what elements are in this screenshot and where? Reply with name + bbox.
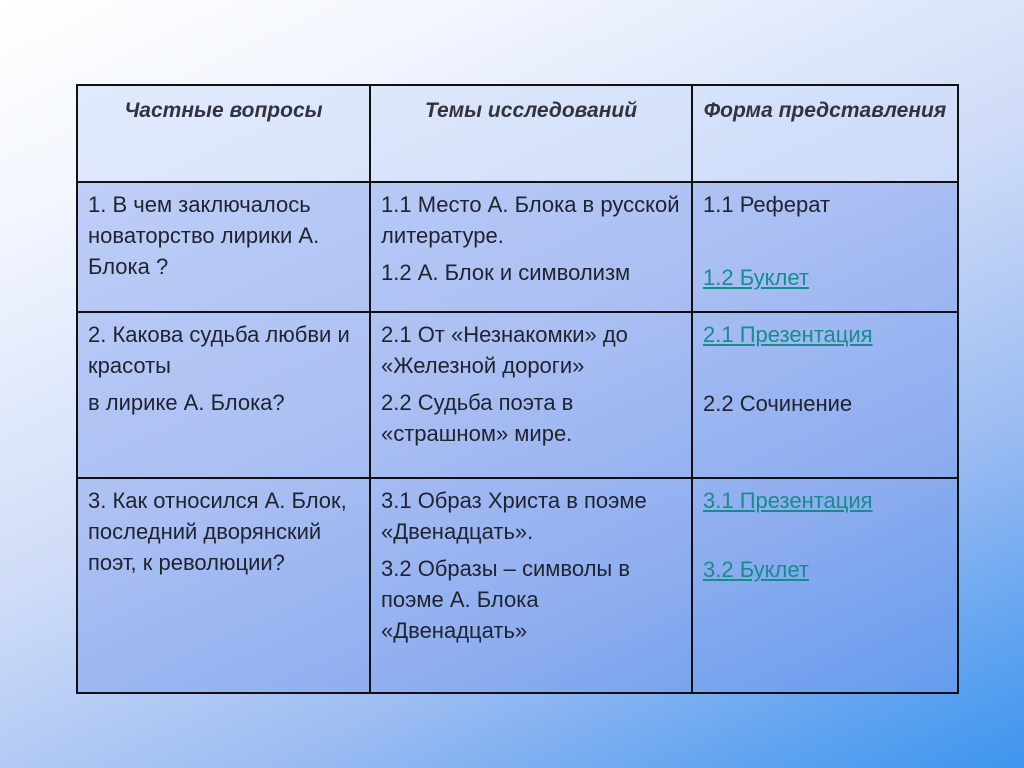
question-cell [77, 182, 370, 312]
question-cell [77, 478, 370, 693]
header-presentation-form: Форма представления [692, 85, 958, 182]
forms-cell [692, 478, 958, 693]
question-text: 3. Как относился А. Блок, последний дворянский поэт, к революции? [88, 488, 347, 575]
form-link-booklet[interactable]: 3.2 Буклет [703, 557, 809, 582]
topic-text: 2.2 Судьба поэта в «страшном» мире. [381, 390, 574, 446]
forms-cell [692, 312, 958, 478]
form-link-presentation[interactable]: 3.1 Презентация [703, 488, 873, 513]
question-cell [77, 312, 370, 478]
topic-text: 1.2 А. Блок и символизм [381, 260, 631, 285]
header-row [77, 85, 958, 182]
question-text: в лирике А. Блока? [88, 390, 285, 415]
header-private-questions: Частные вопросы [77, 85, 370, 182]
question-text: 2. Какова судьба любви и красоты [88, 322, 350, 378]
topic-text: 1.1 Место А. Блока в русской литературе. [381, 192, 680, 248]
header-research-topics: Темы исследований [370, 85, 692, 182]
forms-cell [692, 182, 958, 312]
topics-cell [370, 182, 692, 312]
topic-text: 3.2 Образы – символы в поэме А. Блока «Двенадцать» [381, 556, 631, 643]
table-row [77, 182, 958, 312]
topic-text: 2.1 От «Незнакомки» до «Железной дороги» [381, 322, 628, 378]
topic-text: 3.1 Образ Христа в поэме «Двенадцать». [381, 488, 647, 544]
question-text: 1. В чем заключалось новаторство лирики А. Блока ? [88, 192, 320, 279]
table-row [77, 478, 958, 693]
table-row [77, 312, 958, 478]
topics-cell [370, 478, 692, 693]
form-text: 2.2 Сочинение [703, 391, 853, 416]
form-link-presentation[interactable]: 2.1 Презентация [703, 322, 873, 347]
research-table [76, 84, 959, 694]
form-text: 1.1 Реферат [703, 192, 831, 217]
topics-cell [370, 312, 692, 478]
form-link-booklet[interactable]: 1.2 Буклет [703, 265, 809, 290]
